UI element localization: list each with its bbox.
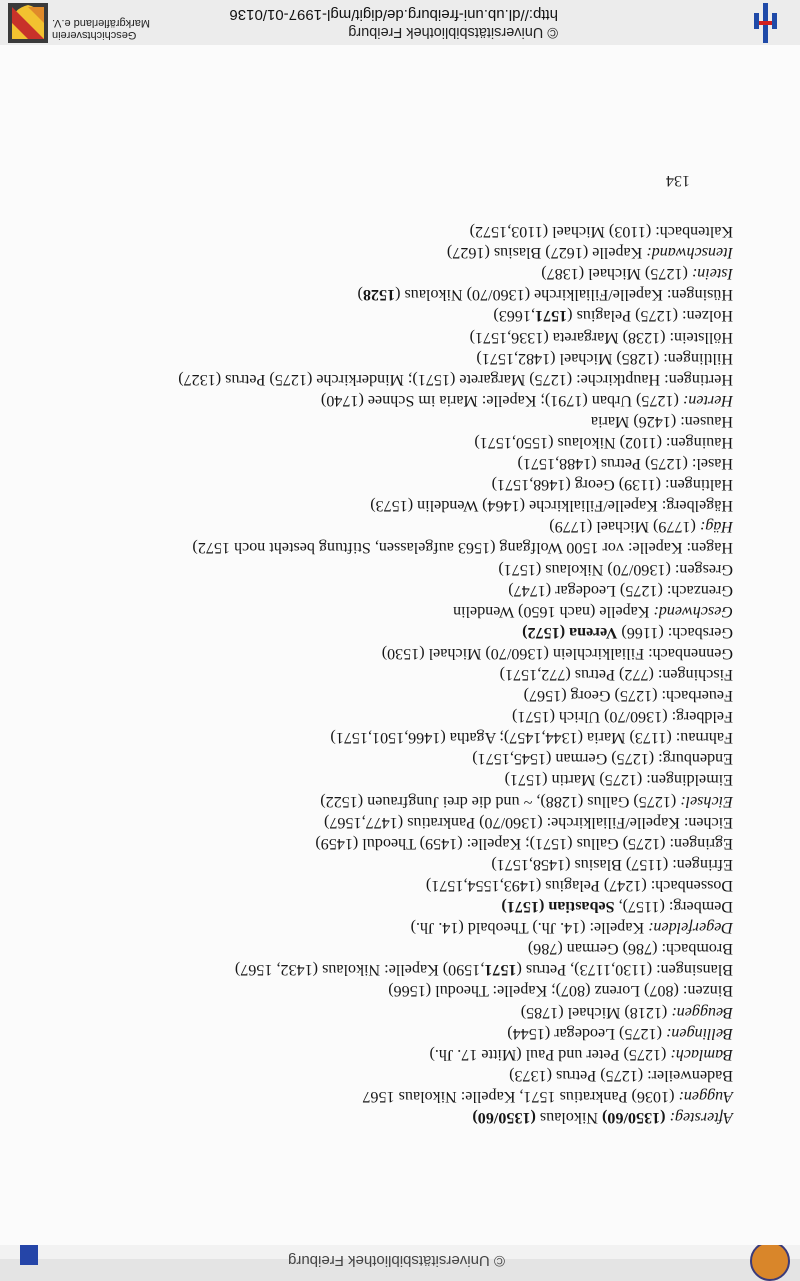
- society-shield-icon: [8, 3, 48, 43]
- parish-entry: [33, 284, 733, 305]
- parish-entry: [33, 854, 733, 875]
- entry-text: Feuerbach: (1275) Georg (1567): [523, 687, 733, 705]
- entry-text: 1571: [534, 307, 568, 325]
- society-logo-partial: [750, 1241, 790, 1281]
- entry-text: (1275) Peter und Paul (Mitte 17. Jh.): [429, 1045, 671, 1063]
- parish-entry: [33, 453, 733, 474]
- scan-top-bar: [0, 1245, 800, 1269]
- parish-entry: [33, 1107, 733, 1128]
- library-copyright: © Universitätsbibliothek Freiburg: [348, 24, 558, 40]
- entry-text: Haltingen: (1139) Georg (1468,1571): [491, 476, 733, 494]
- entry-text: Istein:: [691, 265, 733, 283]
- parish-entry: [33, 917, 733, 938]
- entry-text: [666, 1109, 670, 1126]
- entry-text: ): [357, 286, 363, 304]
- entry-text: Fahrnau: (1173) Maria (1344,1457); Agatha (1466,1501,1571): [330, 729, 733, 747]
- entry-text: Sebastian (1571): [501, 898, 615, 916]
- entry-text: Hagen: Kapelle: vor 1500 Wolfgang (1563 aufgelassen, Stiftung besteht noch 1572): [192, 539, 733, 557]
- parish-entry-list: [33, 221, 733, 1128]
- parish-entry: [33, 221, 733, 242]
- entry-text: Hauingen: (1102) Nikolaus (1550,1571): [474, 434, 733, 451]
- parish-entry: [33, 1044, 733, 1065]
- page-number: 134: [666, 172, 690, 189]
- entry-text: Endenburg: (1275) German (1545,1571): [472, 750, 733, 768]
- parish-entry: [33, 643, 733, 664]
- entry-text: (1275) Gallus (1288), ~ und die drei Jungfrauen (1522): [320, 792, 681, 810]
- entry-text: Nikolaus: [535, 1109, 603, 1126]
- entry-text: Hausen: (1426) Maria: [590, 412, 733, 430]
- entry-text: Hägelberg: Kapelle/Filialkirche (1464) Wendelin (1573): [370, 497, 733, 515]
- parish-entry: [33, 432, 733, 453]
- parish-entry: [33, 1001, 733, 1022]
- entry-text: Demberg: (1157),: [614, 898, 733, 916]
- parish-entry: [33, 706, 733, 727]
- parish-entry: [33, 326, 733, 347]
- entry-text: Eimeldingen: (1275) Martin (1571): [504, 771, 733, 789]
- entry-text: Bamlach:: [670, 1045, 733, 1063]
- entry-text: Eichsel:: [680, 792, 733, 810]
- entry-text: ,1663): [493, 307, 535, 325]
- entry-text: (1275) Urban (1791); Kapelle: Maria im Schnee (1740): [320, 391, 683, 409]
- parish-entry: [33, 580, 733, 601]
- entry-text: Badenweiler: (1275) Petrus (1373): [509, 1066, 733, 1084]
- parish-entry: [33, 959, 733, 980]
- parish-entry: [33, 495, 733, 516]
- entry-text: Binzen: (807) Lorenz (807); Kapelle: Theodul (1566): [388, 982, 733, 1000]
- parish-entry: [33, 896, 733, 917]
- entry-text: Degerfelden:: [648, 919, 733, 937]
- parish-entry: [33, 727, 733, 748]
- entry-text: Eichen: Kapelle/Filialkirche: (1360/70) Pankratius (1477,1567): [324, 813, 733, 831]
- entry-text: Kapelle (1627) Blasius (1627): [446, 244, 647, 262]
- society-name-line2: Markgräflerland e.V.: [52, 17, 151, 29]
- parish-entry: [33, 558, 733, 579]
- parish-entry: [33, 622, 733, 643]
- entry-text: Hasel: (1275) Petrus (1488,1571): [517, 455, 733, 473]
- parish-entry: [33, 748, 733, 769]
- entry-text: Holzen: (1275) Pelagius (: [567, 307, 733, 325]
- library-logo-icon: [752, 3, 780, 43]
- parish-entry: [33, 980, 733, 1001]
- entry-text: Gersbach: (1166): [617, 623, 733, 641]
- entry-text: Kapelle: (14. Jh.) Theobald (14. Jh.): [410, 919, 649, 937]
- entry-text: Egringen: (1275) Gallus (1571); Kapelle: (1459) Theodul (1459): [315, 834, 733, 852]
- entry-text: (1275) Leodegar (1544): [507, 1024, 666, 1042]
- parish-entry: [33, 769, 733, 790]
- parish-entry: [33, 242, 733, 263]
- entry-text: 1571: [484, 961, 517, 979]
- entry-text: Brombach: (786) German (786): [527, 940, 733, 958]
- entry-text: Hiltlingen: (1285) Michael (1482,1571): [476, 349, 733, 367]
- entry-text: Gennenbach: Filialkirchlein (1360/70) Michael (1530): [381, 644, 733, 662]
- parish-entry: [33, 537, 733, 558]
- parish-entry: [33, 390, 733, 411]
- society-name: [52, 17, 152, 41]
- parish-entry: [33, 411, 733, 432]
- entry-text: Häg:: [699, 518, 733, 536]
- entry-text: Beuggen:: [671, 1003, 733, 1021]
- entry-text: Gresgen: (1360/70) Nikolaus (1571): [498, 560, 733, 578]
- top-library-text: © Universitätsbibliothek Freiburg: [288, 1252, 505, 1269]
- parish-entry: [33, 369, 733, 390]
- entry-text: Aftersteg:: [669, 1109, 733, 1126]
- document-page: [0, 45, 800, 1245]
- entry-text: ,1590) Kapelle: Nikolaus (1432, 1567): [234, 961, 485, 979]
- parish-entry: [33, 1086, 733, 1107]
- parish-entry: [33, 1065, 733, 1086]
- document-url[interactable]: http://dl.ub.uni-freiburg.de/digit/mgl-1997-01/0136: [229, 6, 558, 23]
- entry-text: Auggen:: [678, 1087, 733, 1105]
- entry-text: Efringen: (1157) Blasius (1458,1571): [491, 855, 733, 873]
- parish-entry: [33, 833, 733, 854]
- parish-entry: [33, 875, 733, 896]
- parish-entry: [33, 348, 733, 369]
- entry-text: 1528: [362, 286, 396, 304]
- entry-text: Kaltenbach: (1103) Michael (1103,1572): [469, 223, 733, 241]
- entry-text: Fischingen: (772) Petrus (772,1571): [499, 666, 733, 684]
- parish-entry: [33, 685, 733, 706]
- parish-entry: [33, 1023, 733, 1044]
- entry-text: Hertingen: Hauptkirche: (1275) Margarete (1571); Minderkirche (1275) Petrus (1327): [178, 370, 733, 388]
- entry-text: (1779) Michael (1779): [549, 518, 700, 536]
- parish-entry: [33, 516, 733, 537]
- entry-text: Bellingen:: [665, 1024, 733, 1042]
- parish-entry: [33, 474, 733, 495]
- library-logo-partial: [20, 1245, 38, 1265]
- entry-text: Höllstein: (1238) Margareta (1336,1571): [469, 328, 733, 346]
- entry-text: (1275) Michael (1387): [541, 265, 692, 283]
- entry-text: (1218) Michael (1785): [520, 1003, 672, 1021]
- entry-text: Hüsingen: Kapelle/Filialkirche (1360/70) Nikolaus (: [395, 286, 733, 304]
- parish-entry: [33, 601, 733, 622]
- parish-entry: [33, 791, 733, 812]
- footer-bar: [0, 0, 800, 45]
- entry-text: Itenschwand:: [646, 244, 733, 262]
- entry-text: Dossenbach: (1247) Pelagius (1493,1554,1571): [425, 876, 733, 894]
- entry-text: Blansingen: (1130,1173), Petrus (: [516, 961, 733, 979]
- parish-entry: [33, 938, 733, 959]
- entry-text: Kapelle (nach 1650) Wendelin: [453, 602, 654, 620]
- entry-text: Geschwend:: [653, 602, 733, 620]
- parish-entry: [33, 664, 733, 685]
- parish-entry: [33, 305, 733, 326]
- entry-text: Herten:: [682, 391, 733, 409]
- entry-text: Verena (1572): [522, 623, 618, 641]
- society-name-line1: Geschichtsverein: [52, 29, 137, 41]
- parish-entry: [33, 812, 733, 833]
- entry-text: Grenzach: (1275) Leodegar (1747): [508, 581, 733, 599]
- parish-entry: [33, 263, 733, 284]
- entry-text: (1036) Pankratius 1571, Kapelle: Nikolaus 1567: [362, 1087, 679, 1105]
- entry-text: Feldberg: (1360/70) Ulrich (1571): [512, 708, 733, 726]
- entry-text: (1350/60): [472, 1109, 536, 1126]
- entry-text: (1350/60): [602, 1109, 666, 1126]
